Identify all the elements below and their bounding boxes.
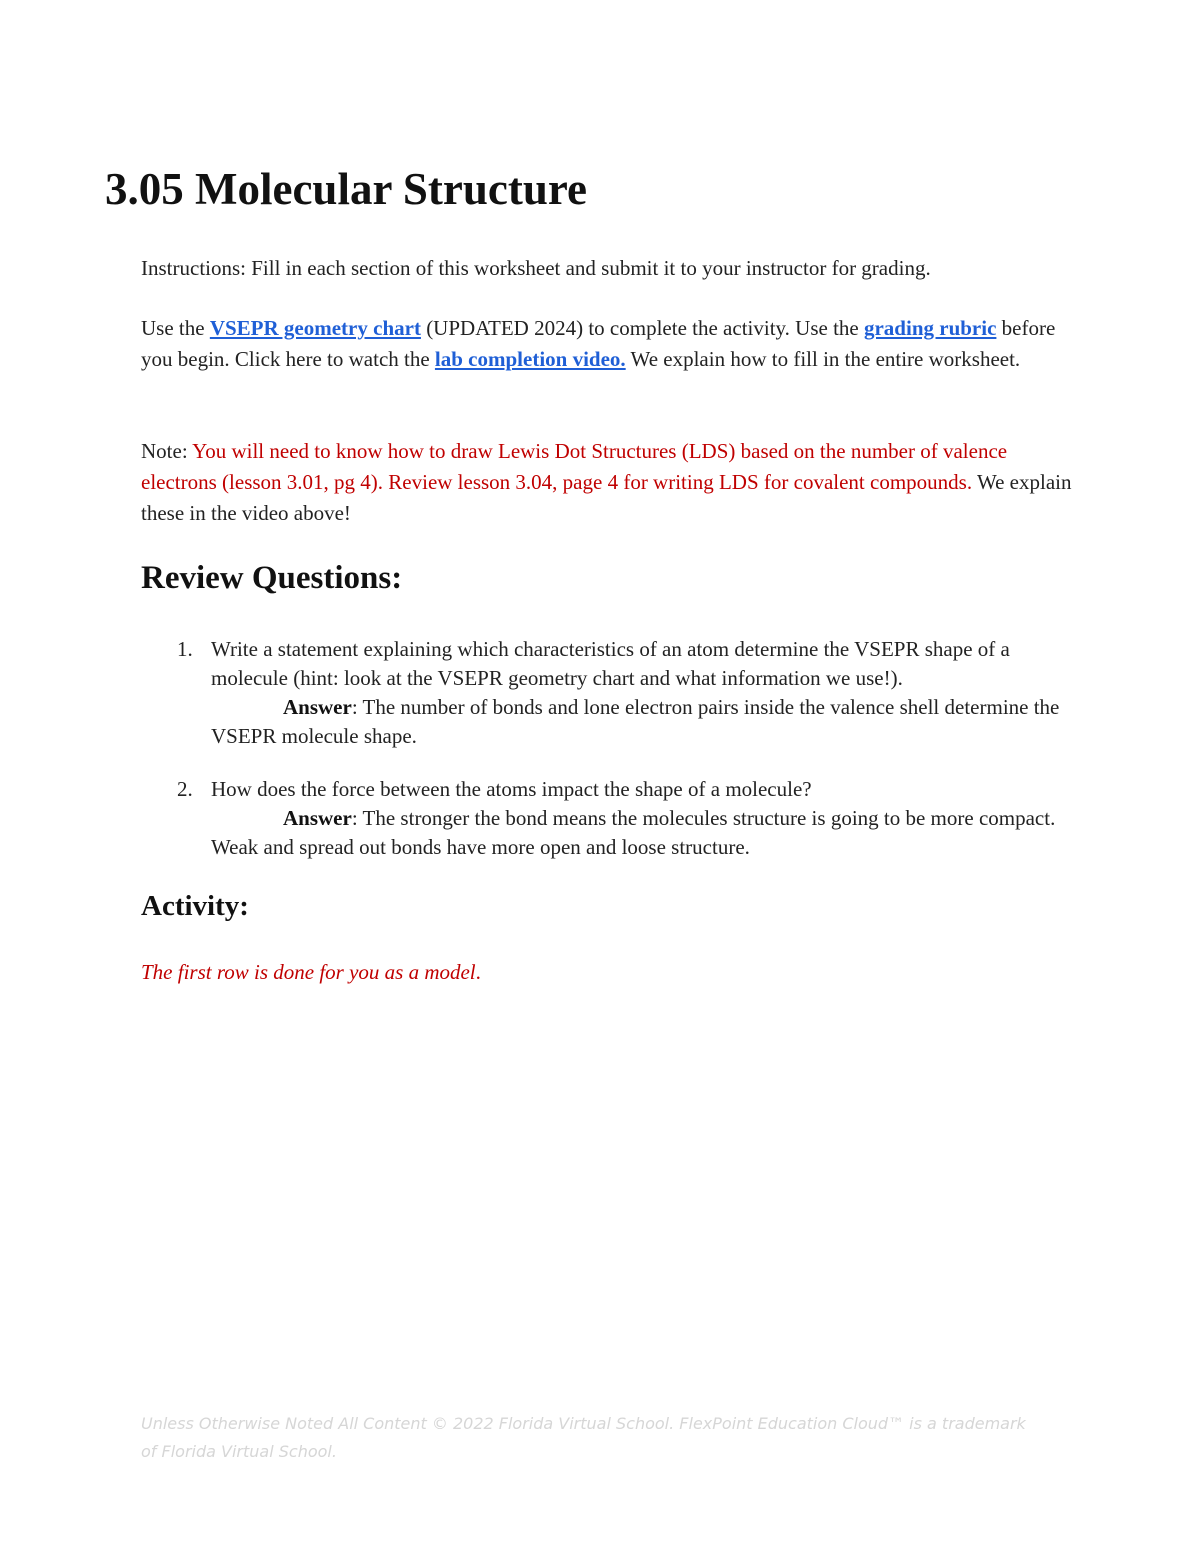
answer-line (211, 804, 1081, 862)
resources-text-2: (UPDATED 2024) to complete the activity. Use the (420, 316, 864, 340)
vsepr-chart-link[interactable]: VSEPR geometry chart (209, 316, 421, 340)
review-question-list (141, 635, 1081, 862)
question-text: Write a statement explaining which characteristics of an atom determine the VSEPR shape of a molecule (hint: look at the VSEPR geometry chart and what information we use!). (211, 637, 1010, 690)
answer-text: : The stronger the bond means the molecules structure is going to be more compact. Weak and spread out bonds have more open and loose structure. (211, 806, 1056, 859)
resources-paragraph (141, 313, 1081, 375)
note-paragraph (141, 436, 1081, 529)
grading-rubric-link[interactable]: grading rubric (863, 316, 997, 340)
question-number: 2. (177, 777, 193, 801)
page-title: 3.05 Molecular Structure (105, 164, 587, 214)
model-note-text: The first row is done for you as a model (141, 960, 476, 984)
activity-heading: Activity: (141, 890, 249, 922)
answer-text: : The number of bonds and lone electron pairs inside the valence shell determine the VSEPR molecule shape. (211, 695, 1060, 748)
answer-label: Answer (283, 806, 352, 830)
review-questions-heading: Review Questions: (141, 560, 403, 596)
instructions-text: Instructions: Fill in each section of this worksheet and submit it to your instructor for grading. (141, 256, 931, 280)
model-note (141, 960, 481, 985)
resources-text-4: We explain how to fill in the entire worksheet. (625, 347, 1021, 371)
review-question-2 (141, 775, 1081, 862)
review-question-1 (141, 635, 1081, 751)
question-number: 1. (177, 637, 193, 661)
question-text: How does the force between the atoms impact the shape of a molecule? (211, 777, 812, 801)
note-label: Note: (141, 439, 193, 463)
resources-text-3: before you begin. Click here to watch the (141, 316, 1056, 371)
answer-label: Answer (283, 695, 352, 719)
note-warning-text: You will need to know how to draw Lewis Dot Structures (LDS) based on the number of valence electrons (lesson 3.01, pg 4). Review lesson 3.04, page 4 for writing LDS for covalent compounds. (141, 439, 1008, 494)
copyright-footer: Unless Otherwise Noted All Content © 2022 Florida Virtual School. FlexPoint Education Cloud™ is a trademark of Florida Virtual School. (141, 1414, 1026, 1461)
model-note-period: . (475, 960, 481, 984)
note-tail-text: We explain these in the video above! (141, 470, 1072, 525)
lab-video-link[interactable]: lab completion video. (434, 347, 626, 371)
resources-text-1: Use the (141, 316, 210, 340)
answer-line (211, 693, 1081, 751)
